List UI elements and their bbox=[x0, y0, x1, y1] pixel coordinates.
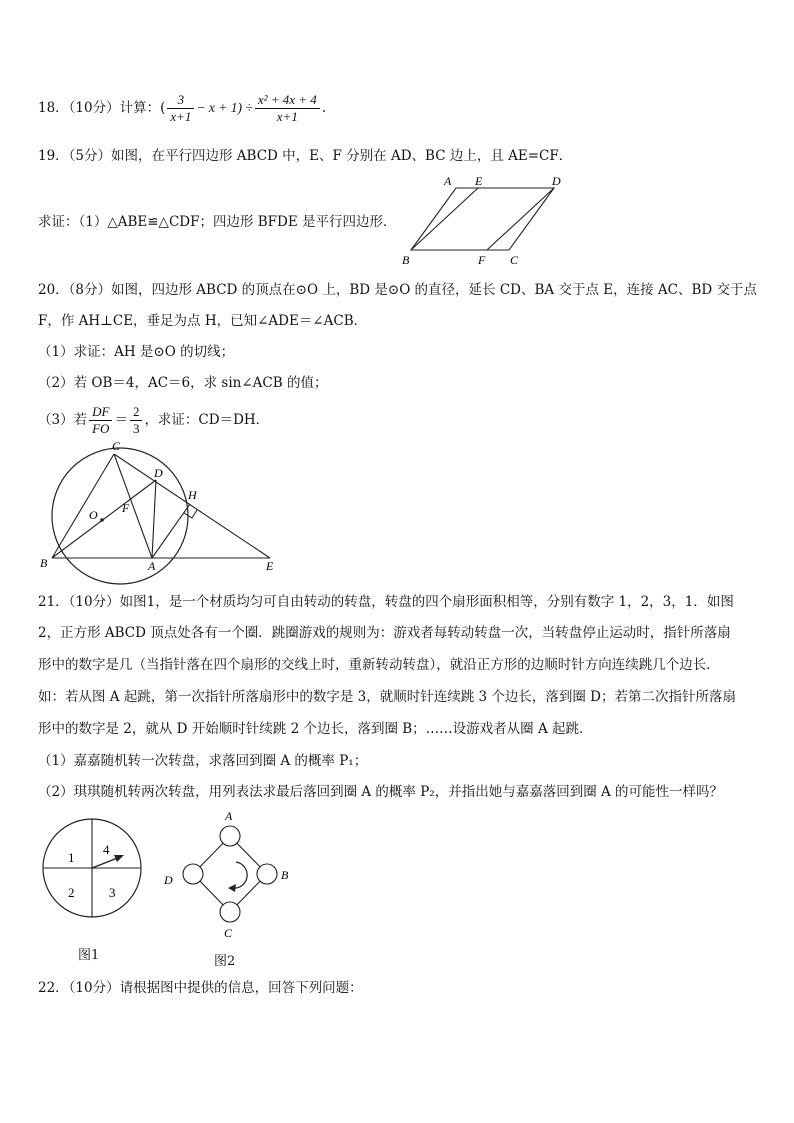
parallelogram-abcd bbox=[411, 188, 554, 250]
q20-part3-prefix: （3）若 bbox=[38, 412, 88, 428]
label-c: C bbox=[510, 253, 519, 267]
frac-2: 2 bbox=[130, 404, 143, 421]
q18-fraction-2 bbox=[255, 92, 320, 125]
fig1-caption: 图1 bbox=[78, 948, 100, 963]
q19-line1: 19．（5分）如图，在平行四边形 ABCD 中，E、F 分别在 AD、BC 边上，且 AE=CF． bbox=[38, 148, 573, 164]
circle-c bbox=[220, 902, 240, 922]
label-b: B bbox=[40, 556, 48, 570]
label-h: H bbox=[188, 488, 197, 502]
sector-number-1: 1 bbox=[68, 850, 75, 865]
circle-a bbox=[220, 826, 240, 846]
label-b: B bbox=[402, 253, 410, 267]
q18-prefix: 18．（10分）计算： bbox=[38, 100, 161, 116]
frac-df: DF bbox=[89, 404, 112, 421]
q20-part1: （1）求证：AH 是⊙O 的切线； bbox=[38, 344, 235, 360]
q18-frac2-num: x² + 4x + 4 bbox=[255, 92, 320, 109]
q19-parallelogram-figure bbox=[396, 172, 576, 268]
q20-eq: ＝ bbox=[114, 412, 128, 428]
q20-part2: （2）若 OB＝4，AC＝6，求 sin∠ACB 的值； bbox=[38, 375, 328, 391]
q19-line2: 求证：（1）△ABE≌△CDF；四边形 BFDE 是平行四边形． bbox=[38, 214, 397, 230]
clockwise-arrowhead-icon bbox=[228, 884, 236, 892]
label-c: C bbox=[224, 926, 233, 940]
q18-frac1-num: 3 bbox=[167, 92, 194, 109]
clockwise-arrow-icon bbox=[232, 862, 247, 888]
label-b: B bbox=[281, 868, 289, 882]
label-d: D bbox=[154, 466, 163, 480]
pointer-arrowhead-icon bbox=[114, 855, 124, 862]
label-f: F bbox=[122, 501, 130, 515]
label-e: E bbox=[266, 559, 274, 573]
q21-line3: 形中的数字是几（当指针落在四个扇形的交线上时，重新转动转盘），就沿正方形的边顺时针方向连续跳几个边长． bbox=[38, 657, 720, 673]
segment-fd bbox=[487, 188, 554, 250]
segment-bd bbox=[52, 480, 156, 558]
q20-part3 bbox=[38, 404, 269, 437]
q21-line2: 2，正方形 ABCD 顶点处各有一个圈．跳圈游戏的规则为：游戏者每转动转盘一次，当转盘停止运动时，指针所落扇 bbox=[38, 625, 731, 641]
q21-part2: （2）琪琪随机转两次转盘，用列表法求最后落回到圈 A 的概率 P₂，并指出她与嘉嘉落回到圈 A 的可能性一样吗？ bbox=[38, 784, 724, 800]
segment-ca bbox=[114, 454, 152, 558]
q20-fraction-2-3 bbox=[130, 404, 143, 437]
q20-fraction-df-fo bbox=[89, 404, 112, 437]
center-point bbox=[100, 518, 104, 522]
circle-o bbox=[52, 448, 188, 584]
circle-b bbox=[257, 864, 277, 884]
segment-da bbox=[152, 480, 156, 558]
label-d: D bbox=[552, 174, 561, 188]
label-d: D bbox=[164, 873, 173, 887]
q21-part1: （1）嘉嘉随机转一次转盘，求落回到圈 A 的概率 P₁； bbox=[38, 753, 368, 769]
label-o: O bbox=[89, 508, 98, 522]
q20-line1: 20．（8分）如图，四边形 ABCD 的顶点在⊙O 上，BD 是⊙O 的直径，延长 CD、BA 交于点 E，连接 AC、BD 交于点 bbox=[38, 282, 758, 298]
q20-circle-figure bbox=[34, 436, 284, 586]
segment-bc bbox=[52, 454, 114, 558]
jump-circles-figure bbox=[156, 802, 306, 952]
q18-frac1-den: x+1 bbox=[170, 109, 192, 124]
right-angle-mark bbox=[184, 510, 197, 518]
sector-number-4: 4 bbox=[103, 842, 110, 857]
q21-line5: 形中的数字是 2，就从 D 开始顺时针续跳 2 个边长，落到圈 B；……设游戏者从圈 A 起跳． bbox=[38, 721, 593, 737]
q18-fraction-1 bbox=[167, 92, 194, 125]
q20-part3-suffix: ，求证：CD＝DH． bbox=[144, 412, 270, 428]
circle-d bbox=[183, 864, 203, 884]
label-a: A bbox=[225, 809, 233, 823]
q20-line2: F，作 AH⊥CE，垂足为点 H，已知∠ADE＝∠ACB． bbox=[38, 313, 368, 329]
segment-be bbox=[411, 188, 478, 250]
spinner-figure bbox=[40, 812, 150, 922]
label-c: C bbox=[112, 439, 121, 453]
frac-fo: FO bbox=[92, 421, 110, 436]
q22-line1: 22．（10分）请根据图中提供的信息，回答下列问题： bbox=[38, 980, 363, 996]
line-ce bbox=[114, 454, 270, 558]
label-a: A bbox=[148, 559, 156, 573]
q21-line1: 21．（10分）如图1，是一个材质均匀可自由转动的转盘，转盘的四个扇形面积相等，分别有数字 1，2，3，1．如图 bbox=[38, 594, 734, 610]
fig2-caption: 图2 bbox=[214, 954, 236, 969]
sector-number-2: 2 bbox=[68, 885, 75, 900]
frac-3: 3 bbox=[132, 421, 140, 436]
q18-line bbox=[38, 92, 326, 125]
q18-mid: − x + 1) ÷ bbox=[196, 100, 253, 115]
segment-ah bbox=[152, 504, 190, 558]
label-e: E bbox=[475, 174, 483, 188]
q18-open: ( bbox=[160, 100, 166, 116]
label-f: F bbox=[478, 253, 486, 267]
label-a: A bbox=[444, 174, 452, 188]
sector-number-3: 3 bbox=[109, 885, 116, 900]
q18-end: . bbox=[321, 100, 327, 116]
q18-frac2-den: x+1 bbox=[276, 109, 298, 124]
q21-line4: 如：若从图 A 起跳，第一次指针所落扇形中的数字是 3，就顺时针连续跳 3 个边长，落到圈 D；若第二次指针所落扇 bbox=[38, 689, 736, 705]
